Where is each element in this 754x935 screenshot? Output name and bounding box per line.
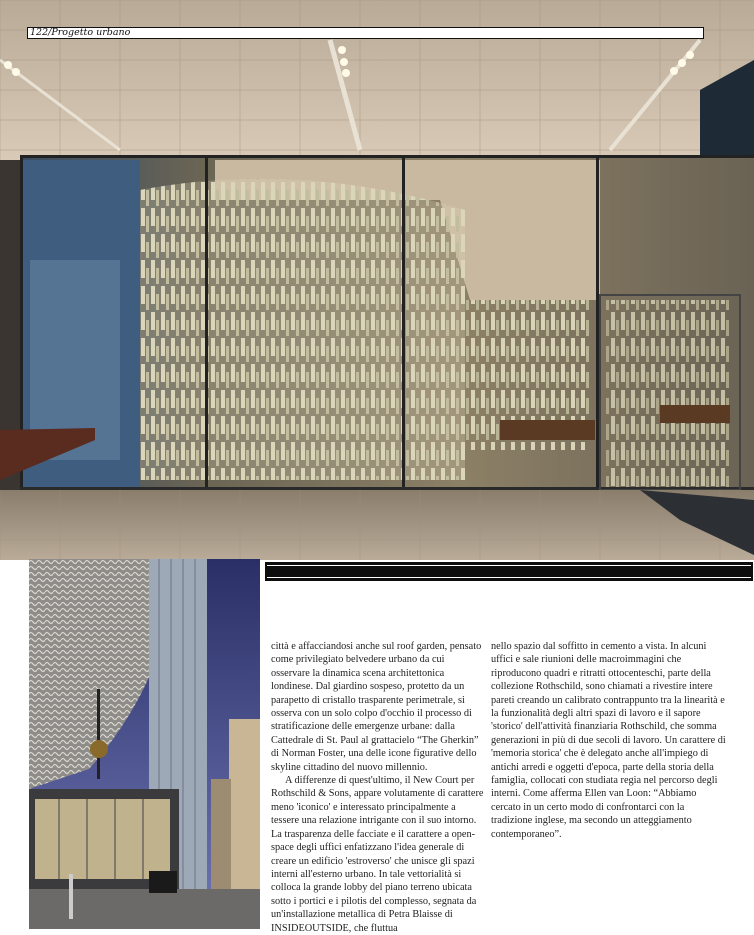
article-paragraph: città e affacciandosi anche sul roof garden, pensato come privilegiato belvedere urbano da cui osservare la dinamica scena architettonica londinese. Dal giardino sospeso, protetto da un parapetto di cristallo trasparente perimetrale, si osserva con un solo colpo d'occhio il processo di stratificazione delle emergenze urbane: dalla Cattedrale di St. Paul al grattacielo “The Gherkin” di Norman Foster, una delle icone figurative dello skyline cittadino del nuovo millennio.: [271, 641, 482, 773]
article-column-2: [491, 640, 727, 841]
section-rule-inner-lines: [267, 565, 751, 578]
street-facade-photo: [29, 559, 260, 929]
section-rule: [265, 562, 753, 581]
page-header: [27, 27, 704, 39]
article-paragraph: nello spazio dal soffitto in cemento a vista. In alcuni uffici e sale riunioni delle macroimmagini che riproducono quadri e ritratti ottocenteschi, parte della collezione Rothschild, sono chiamati a rivestire intere pareti creando un calibrato contrappunto tra la linearità e la funzionalità degli altri spazi di lavoro e il sapore 'storico' dell'attività finanziaria Rothschild, che somma generazioni in più di due secoli di lavoro. Un carattere di 'memoria storica' che è delegato anche all'impiego di antichi arredi e oggetti d'epoca, parte della storia della famiglia, collocati con studiata regia nel percorso degli interni. Come afferma Ellen van Loon: “Abbiamo cercato in un certo modo di confrontarci con la tradizione inglese, ma secondo un atteggiamento contemporaneo”.: [491, 641, 726, 840]
header-label: [30, 27, 130, 39]
header-separator: /: [48, 27, 52, 38]
page-number: 122: [30, 27, 49, 38]
article-column-1: [271, 640, 484, 935]
article-paragraph: A differenze di quest'ultimo, il New Court per Rothschild & Sons, appare volutamente di carattere meno 'iconico' e interessato principalmente a tessere una relazione intrigante con il suo intorno. La trasparenza delle facciate e il carattere a open-space degli uffici enfatizzano l'idea generale di creare un edificio 'estroverso' che unisce gli spazi interni all'esterno urbano. In tale vettorialità si colloca la grande lobby del piano terreno ubicata sotto i portici e i pilotis del complesso, segnata da un'installazione metallica di Petra Blaisse di INSIDEOUTSIDE, che fluttua: [271, 775, 484, 934]
section-title: Progetto urbano: [51, 27, 131, 38]
